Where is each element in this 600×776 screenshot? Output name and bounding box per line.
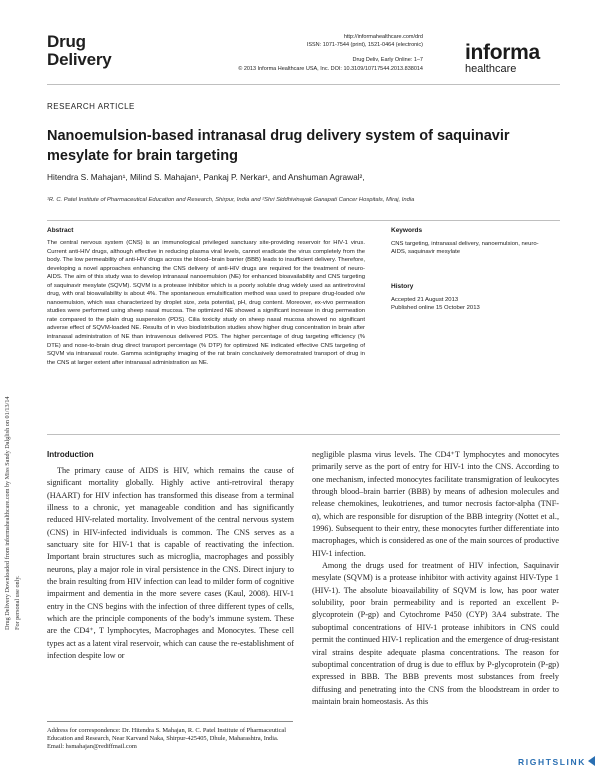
abstract-heading: Abstract [47,227,74,234]
body-divider [47,434,560,435]
affiliations: ¹R. C. Patel Institute of Pharmaceutical Education and Research, Shirpur, India and ²Shri Siddhivinayak Ganapati Cancer Hospitals, Miraj, India [47,197,415,203]
rightslink-link[interactable]: RIGHTSLINK [518,757,586,767]
intro-column-left [47,465,294,663]
correspondence-footnote: Address for correspondence: Dr. Hitendra S. Mahajan, R. C. Patel Institute of Pharmaceutical Education and Research, Near Karvand Naka, Shirpur-425405, Dhule, Maharashtra, India. Email: hsmahajan@rediffmail.com [47,727,287,751]
history-published: Published online 15 October 2013 [391,305,480,311]
intro-column-right [312,449,559,708]
abstract-text: The central nervous system (CNS) is an immunological privileged sanctuary site-providing reservoir for HIV-1 virus. Current anti-HIV drugs, although effective in reducing plasma viral levels, cannot eradicate the virus completely from the body. The low permeability of anti-HIV drugs across the blood–brain barrier (BBB) leads to insufficient delivery. Therefore, developing a novel approaches enhancing the CNS delivery of anti-HIV drugs are required for the treatment of neuro-AIDS. The aim of this study was to develop intranasal nanoemulsion (NE) for enhanced bioavailability and CNS targeting of saquinavir mesylate (SQVM). SQVM is a protease inhibitor which is a poorly soluble drug widely used as antiretroviral drug, with oral bioavailability is about 4%. The spontaneous emulsification method was used to prepare drug-loaded o/w nanoemulsion, which was characterized by droplet size, zeta potential, pH, drug content. Moreover, ex-vivo permeation studies were performed using sheep nasal mucosa. The optimized NE showed a significant increase in drug permeation rate compared to the plain drug suspension (PDS). Cilia toxicity study on sheep nasal mucosa showed no significant adverse effect of SQVM-loaded NE. Results of in vivo biodistribution studies show higher drug concentration in brain after intranasal administration of NE than intravenous delivered PDS. The higher percentage of drug targeting efficiency (% DTE) and nose-to-brain drug direct transport percentage (% DTP) for optimized NE indicated effective CNS targeting of SQVM via intranasal route. Gamma scintigraphy imaging of the rat brain conclusively demonstrated transport of drug in the CNS at larger extent after intranasal administration as NE. [47,240,365,366]
author-list: Hitendra S. Mahajan¹, Milind S. Mahajan¹, Pankaj P. Nerkar¹, and Anshuman Agrawal², [47,172,365,182]
keywords-text: CNS targeting, intranasal delivery, nanoemulsion, neuro-AIDS, saquinavir mesylate [391,241,539,255]
journal-logo-line1: Drug [47,32,86,51]
publisher-subname: healthcare [465,63,517,75]
article-title: Nanoemulsion-based intranasal drug delivery system of saquinavir mesylate for brain targeting [47,128,510,164]
keywords-heading: Keywords [391,227,423,234]
abstract-divider [47,220,560,221]
intro-paragraph: Among the drugs used for treatment of HIV infection, Saquinavir mesylate (SQVM) is a protease inhibitor with activity against HIV-Type 1 (HIV-1). The absolute bioavailability of SQVM is low, has poor water solubility, poor brain permeability and is reported an excellent P-glycoprotein (P-gp) and Cytochrome P450 (CYP) 3A4 substrate. The suboptimal concentrations of HIV-1 protease inhibitors in CNS could permit the continued HIV-1 replication and the emergence of drug-resistant viral strains despite adequate plasma concentrations. The reason for suboptimal concentration of drug is due to efflux by P-glycoprotein (P-gp) expressed in BBB. The BBB prevents most substances from freely diffusing and penetrating into the CNS from the bloodstream in order to maintain brain homeostasis. As this [312,561,559,706]
download-watermark [0,210,26,650]
journal-issn: ISSN: 1071-7544 (print), 1521-0464 (electronic) [306,42,423,48]
publisher-logo [465,42,560,75]
article-type: RESEARCH ARTICLE [47,102,135,111]
introduction-heading: Introduction [47,450,94,459]
rightslink-icon[interactable] [587,755,597,767]
journal-logo-line2: Delivery [47,50,112,69]
journal-logo [47,33,127,69]
history-heading: History [391,283,414,290]
footnote-divider [47,721,293,722]
history-accepted: Accepted 21 August 2013 [391,297,459,303]
journal-citation: Drug Deliv, Early Online: 1–7 [352,57,423,63]
publisher-name: informa [465,41,540,64]
intro-paragraph: The primary cause of AIDS is HIV, which remains the cause of significant mortality globally. Highly active anti-retroviral therapy (HAART) for HIV infection has transformed this disease from a terminal illness to a chronic, yet manageable condition and has significantly reduced HIV-related mortality. Involvement of the central nervous system (CNS) in HIV-infected individuals is common. The CNS serves as a sanctuary site for HIV-1 that is capable of reactivating the infection. Important brain structures such as microglia, macrophages and possibly neurons, play a major role in viral persistence in the CNS. Direct injury to the brain resulting from HIV infection can lead to milder form of cognitive impairment and dementia in the more severe cases (Kaul, 2008). HIV-1 entry in the CNS begins with the infection of three different types of cells, which are the principle components of the body’s immune system. These are the CD4⁺, T lymphocytes, Macrophages and Monocytes. These cell types act as a latent viral reservoir, which can cause the re-establishment of infection despite low or [47,466,294,661]
download-note-line2: For personal use only. [14,575,21,630]
journal-url[interactable]: http://informahealthcare.com/drd [343,34,423,40]
journal-copyright: © 2013 Informa Healthcare USA, Inc. DOI: 10.3109/10717544.2013.838014 [238,66,423,72]
header-divider [47,84,560,85]
download-note-line1: Drug Delivery Downloaded from informahealthcare.com by Miss Sandy Dalglish on 01/13/14 [4,396,11,630]
intro-paragraph: negligible plasma virus levels. The CD4⁺T lymphocytes and monocytes primarily serve as the port of entry for HIV-1 into the CNS. According to one mechanism, infected monocytes facilitate transmigration of leukocytes through blood–brain barrier (BBB) by means of adhesion molecules and release chemokines, leukotrienes, and tumor necrosis factor-alpha (TNF-α), which are responsible for disruption of the BBB integrity (Nottet et al., 1996). Subsequent to their entry, these monocytes further differentiate into macrophages, which is considered as one of the main sources of productive HIV-1 infection. [312,450,559,558]
